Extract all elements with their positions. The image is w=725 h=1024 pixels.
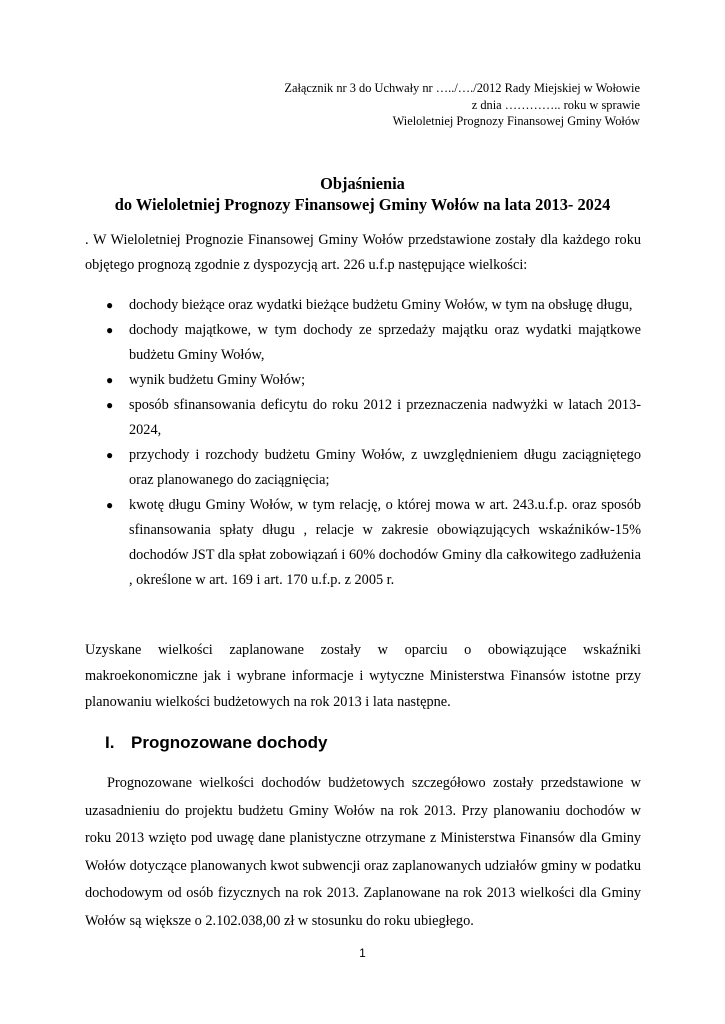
list-item-text: dochody majątkowe, w tym dochody ze sprzedaży majątku oraz wydatki majątkowe budżetu Gminy Wołów,	[129, 322, 641, 363]
list-item	[85, 318, 641, 368]
header-line-2: z dnia ………….. roku w sprawie	[471, 97, 640, 112]
list-item-text: dochody bieżące oraz wydatki bieżące budżetu Gminy Wołów, w tym na obsługę długu,	[129, 297, 633, 313]
bullet-icon: ●	[106, 398, 114, 412]
document-subtitle: do Wieloletniej Prognozy Finansowej Gminy Wołów na lata 2013- 2024	[114, 195, 611, 214]
income-paragraph: Prognozowane wielkości dochodów budżetowych szczegółowo zostały przedstawione w uzasadnieniu do projektu budżetu Gminy Wołów na rok 2013. Przy planowaniu dochodów w roku 2013 wzięto pod uwagę dane planistyczne otrzymane z Ministerstwa Finansów dla Gminy Wołów dotyczące planowanych kwot subwencji oraz zaplanowanych udziałów gminy w podatku dochodowym od osób fizycznych na rok 2013. Zaplanowane na rok 2013 wielkości dla Gminy Wołów są większe o 2.102.038,00 zł w stosunku do roku ubiegłego.	[85, 775, 641, 929]
header-line-3: Wieloletniej Prognozy Finansowej Gminy Wołów	[392, 114, 640, 129]
section-title: Prognozowane dochody	[131, 733, 328, 752]
list-item	[85, 393, 641, 443]
section-heading	[105, 731, 605, 755]
list-item	[85, 443, 641, 493]
list-item	[85, 293, 641, 318]
list-item-text: wynik budżetu Gminy Wołów;	[129, 372, 306, 388]
header-line-1: Załącznik nr 3 do Uchwały nr …../…./2012 Rady Miejskiej w Wołowie	[284, 81, 640, 95]
list-item-text: kwotę długu Gminy Wołów, w tym relację, o której mowa w art. 243.u.f.p. oraz sposób sfinansowania spłaty długu , relacje w zakresie obowiązujących wskaźników-15% dochodów JST dla spłat zobowiązań i 60% dochodów Gminy dla całkowitego zadłużenia , określone w art. 169 i art. 170 u.f.p. z 2005 r.	[129, 497, 641, 588]
bullet-icon: ●	[106, 498, 114, 512]
list-item-text: przychody i rozchody budżetu Gminy Wołów, z uwzględnieniem długu zaciągniętego oraz planowanego do zaciągnięcia;	[129, 447, 641, 488]
bullet-list	[85, 293, 641, 593]
macroeconomic-paragraph: Uzyskane wielkości zaplanowane zostały w oparciu o obowiązujące wskaźniki makroekonomiczne jak i wybrane informacje i wytyczne Ministerstwa Finansów istotne przy planowaniu wielkości budżetowych na rok 2013 i lata następne.	[85, 642, 641, 710]
page-number: 1	[359, 946, 366, 960]
section-number: I.	[105, 733, 115, 752]
list-item	[85, 368, 641, 393]
attachment-header	[250, 80, 640, 130]
list-item	[85, 493, 641, 593]
bullet-icon: ●	[106, 323, 114, 337]
bullet-icon: ●	[106, 373, 114, 387]
bullet-icon: ●	[106, 298, 114, 312]
document-title: Objaśnienia	[320, 174, 405, 193]
bullet-icon: ●	[106, 448, 114, 462]
list-item-text: sposób sfinansowania deficytu do roku 2012 i przeznaczenia nadwyżki w latach 2013-2024,	[129, 397, 641, 438]
intro-paragraph: . W Wieloletniej Prognozie Finansowej Gminy Wołów przedstawione zostały dla każdego roku objętego prognozą zgodnie z dyspozycją art. 226 u.f.p następujące wielkości:	[85, 232, 641, 273]
